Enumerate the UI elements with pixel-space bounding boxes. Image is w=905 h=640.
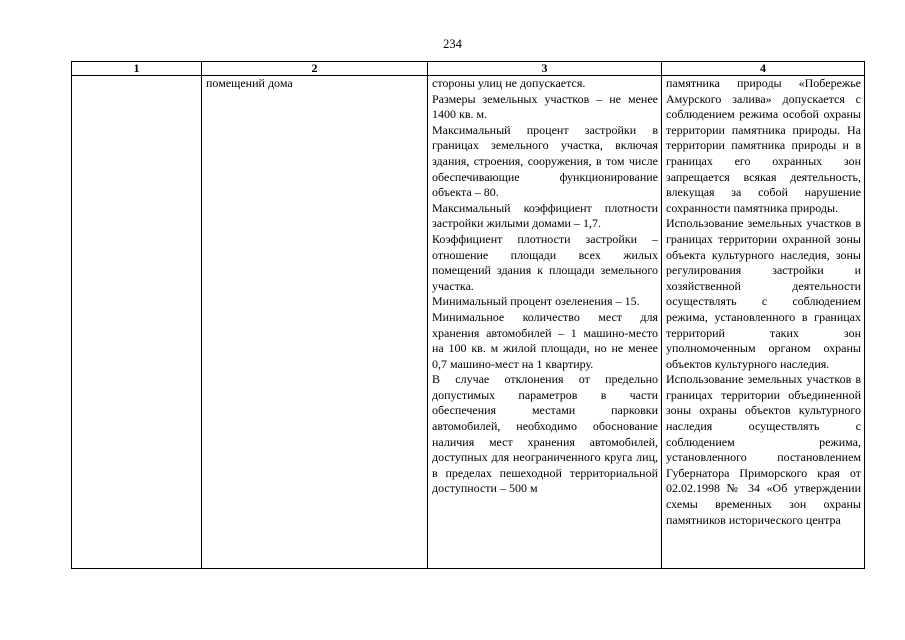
column-header-2: 2 <box>202 62 428 76</box>
cell-col-1 <box>72 76 202 569</box>
col3-paragraph: Максимальный коэффициент плотности застройки жилыми домами – 1,7. <box>432 200 658 231</box>
cell-col-2-text: помещений дома <box>206 76 293 90</box>
cell-col-2 <box>202 76 428 569</box>
col4-paragraph: Использование земельных участков в границах территории объединенной зоны охраны объектов культурного наследия осуществлять с соблюдением режима, установленного постановлением Губернатора Приморского края от 02.02.1998 № 34 «Об утверждении схемы временных зон охраны памятников исторического центра <box>666 372 861 527</box>
col4-paragraph: Использование земельных участков в границах территории охранной зоны объекта культурного наследия, зоны регулирования застройки и хозяйственной деятельности осуществлять с соблюдением режима, установленного в границах территорий таких зон уполномоченным органом охраны объектов культурного наследия. <box>666 216 861 371</box>
col3-paragraph: стороны улиц не допускается. <box>432 76 586 90</box>
page-number: 234 <box>443 37 462 51</box>
column-header-3: 3 <box>428 62 662 76</box>
column-header-4: 4 <box>662 62 865 76</box>
col3-paragraph: Минимальное количество мест для хранения автомобилей – 1 машино-место на 100 кв. м жилой площади, но не менее 0,7 машино-мест на 1 квартиру. <box>432 309 658 371</box>
regulations-table <box>71 61 865 569</box>
col3-paragraph: Минимальный процент озеленения – 15. <box>432 294 640 309</box>
col3-paragraph: В случае отклонения от предельно допустимых параметров в части обеспечения местами парковки автомобилей, необходимо обоснование наличия мест хранения автомобилей, доступных для неограниченного круга лиц, в пределах пешеходной территориальной доступности – 500 м <box>432 372 658 496</box>
cell-col-4 <box>662 76 865 569</box>
col3-paragraph: Размеры земельных участков – не менее 1400 кв. м. <box>432 91 658 122</box>
col3-paragraph: Коэффициент плотности застройки – отношение площади всех жилых помещений здания к площади земельного участка. <box>432 231 658 293</box>
cell-col-3 <box>428 76 662 569</box>
table-row <box>72 76 865 569</box>
column-header-1: 1 <box>72 62 202 76</box>
col3-paragraph: Максимальный процент застройки в границах земельного участка, включая здания, строения, сооружения, в том числе обеспечивающие функционирование объекта – 80. <box>432 122 658 200</box>
col4-paragraph: памятника природы «Побережье Амурского залива» допускается с соблюдением режима особой охраны территории памятника природы. На территории памятника природы и в границах его охранных зон запрещается всякая деятельность, влекущая за собой нарушение сохранности памятника природы. <box>666 76 861 215</box>
table-header-row <box>72 62 865 76</box>
